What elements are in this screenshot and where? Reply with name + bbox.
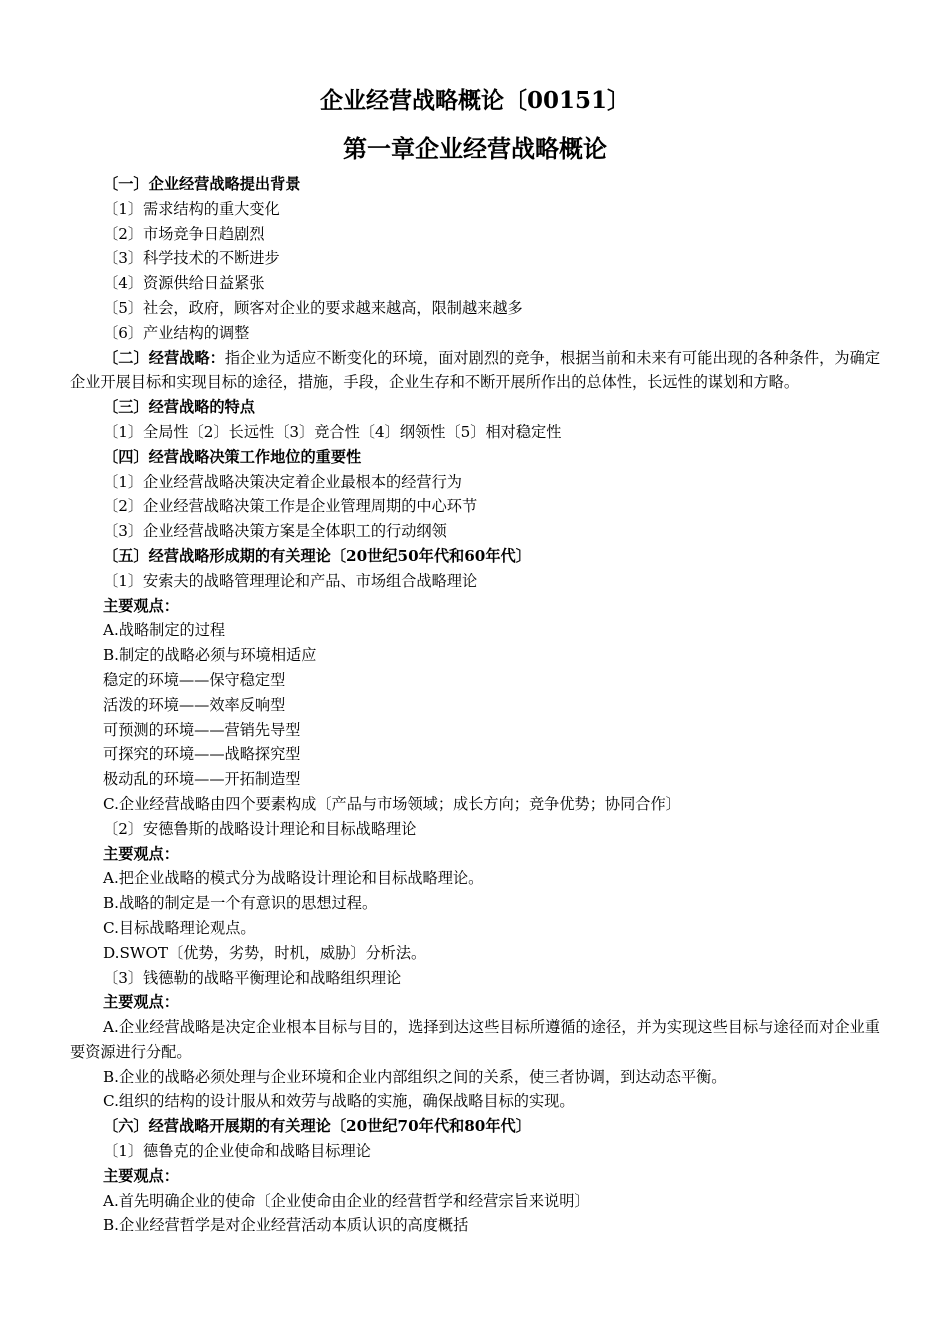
- paragraph: [70, 643, 880, 668]
- paragraph: [70, 941, 880, 966]
- paragraph-text: 〔1〕安索夫的战略管理理论和产品、市场组合战略理论: [103, 571, 478, 590]
- paragraph: [70, 966, 880, 991]
- paragraph: [70, 519, 880, 544]
- paragraph-text: C.目标战略理论观点。: [103, 918, 256, 937]
- paragraph-text: 〔2〕企业经营战略决策工作是企业管理周期的中心环节: [103, 497, 478, 516]
- section-heading: [70, 544, 880, 569]
- paragraph: [70, 1089, 880, 1114]
- paragraph: [70, 1139, 880, 1164]
- section-heading: [70, 172, 880, 197]
- paragraph-text: 〔2〕市场竞争日趋剧烈: [103, 224, 265, 243]
- paragraph: [70, 1213, 880, 1238]
- paragraph-text: 极动乱的环境——开拓制造型: [103, 770, 301, 789]
- paragraph-lead: 〔二〕经营战略：: [103, 348, 225, 367]
- paragraph-text: 〔1〕全局性〔2〕长远性〔3〕竞合性〔4〕纲领性〔5〕相对稳定性: [103, 422, 562, 441]
- paragraph: [70, 420, 880, 445]
- paragraph: [70, 618, 880, 643]
- document-title: 企业经营战略概论〔00151〕: [319, 87, 631, 114]
- paragraph-text: 〔1〕需求结构的重大变化: [103, 199, 280, 218]
- paragraph: [70, 1189, 880, 1214]
- paragraph-text: 〔3〕企业经营战略决策方案是全体职工的行动纲领: [103, 522, 447, 541]
- paragraph-text: 〔四〕经营战略决策工作地位的重要性: [103, 447, 362, 466]
- paragraph-text: 〔5〕社会，政府，顾客对企业的要求越来越高，限制越来越多: [103, 298, 523, 317]
- paragraph: [70, 693, 880, 718]
- paragraph-text: B.企业的战略必须处理与企业环境和企业内部组织之间的关系，使三者协调，到达动态平衡。: [103, 1067, 727, 1086]
- paragraph: [70, 494, 880, 519]
- paragraph-text: 〔1〕企业经营战略决策决定着企业最根本的经营行为: [103, 472, 462, 491]
- paragraph-text: 〔2〕安德鲁斯的战略设计理论和目标战略理论: [103, 819, 417, 838]
- section-heading: [70, 395, 880, 420]
- paragraph-text: A.把企业战略的模式分为战略设计理论和目标战略理论。: [103, 869, 484, 888]
- paragraph: [70, 817, 880, 842]
- paragraph-text: C.组织的结构的设计服从和效劳与战略的实施，确保战略目标的实现。: [103, 1092, 575, 1111]
- paragraph-text: 〔五〕经营战略形成期的有关理论〔20世纪50年代和60年代〕: [103, 546, 531, 565]
- section-heading: [70, 1114, 880, 1139]
- paragraph: [70, 792, 880, 817]
- paragraph-text: 主要观点：: [103, 596, 179, 615]
- paragraph-text: 〔一〕企业经营战略提出背景: [103, 175, 301, 193]
- paragraph-text: B.企业经营哲学是对企业经营活动本质认识的高度概括: [103, 1216, 469, 1235]
- document-body: [70, 172, 880, 1238]
- paragraph-text: 稳定的环境——保守稳定型: [103, 670, 286, 689]
- paragraph-text: B.战略的制定是一个有意识的思想过程。: [103, 894, 378, 913]
- paragraph: [70, 1015, 880, 1065]
- paragraph: [70, 668, 880, 693]
- chapter-title: 第一章企业经营战略概论: [343, 134, 607, 163]
- paragraph-text: 〔3〕科学技术的不断进步: [103, 249, 280, 268]
- paragraph: [70, 197, 880, 222]
- paragraph-text: 〔三〕经营战略的特点: [103, 398, 255, 417]
- paragraph-text: 活泼的环境——效率反响型: [103, 695, 286, 714]
- paragraph: [70, 916, 880, 941]
- paragraph: [70, 246, 880, 271]
- paragraph: [70, 866, 880, 891]
- paragraph: [70, 296, 880, 321]
- paragraph: [70, 346, 880, 396]
- paragraph: [70, 718, 880, 743]
- section-heading: [70, 594, 880, 619]
- section-heading: [70, 445, 880, 470]
- paragraph: [70, 742, 880, 767]
- paragraph-text: 〔6〕产业结构的调整: [103, 323, 250, 342]
- paragraph-text: D.SWOT〔优势，劣势，时机，威胁〕分析法。: [103, 943, 427, 962]
- section-heading: [70, 1164, 880, 1189]
- paragraph: [70, 321, 880, 346]
- paragraph: [70, 767, 880, 792]
- paragraph: [70, 1065, 880, 1090]
- paragraph-text: A.战略制定的过程: [103, 621, 226, 640]
- paragraph: [70, 891, 880, 916]
- paragraph-text: B.制定的战略必须与环境相适应: [103, 646, 317, 665]
- section-heading: [70, 990, 880, 1015]
- paragraph-text: A.首先明确企业的使命〔企业使命由企业的经营哲学和经营宗旨来说明〕: [103, 1191, 590, 1210]
- paragraph: [70, 222, 880, 247]
- paragraph-text: 〔六〕经营战略开展期的有关理论〔20世纪70年代和80年代〕: [103, 1117, 531, 1136]
- paragraph-text: 可探究的环境——战略探究型: [103, 745, 301, 764]
- paragraph-text: 主要观点：: [103, 1166, 179, 1185]
- paragraph-text: A.企业经营战略是决定企业根本目标与目的，选择到达这些目标所遵循的途径，并为实现这些目标与途径而对企业重要资源进行分配。: [70, 1018, 880, 1061]
- paragraph-text: 指企业为适应不断变化的环境，面对剧烈的竞争，根据当前和未来有可能出现的各种条件，为确定企业开展目标和实现目标的途径，措施，手段，企业生存和不断开展所作出的总体性，长远性的谋划和方略。: [70, 348, 881, 392]
- section-heading: [70, 842, 880, 867]
- paragraph-text: 可预测的环境——营销先导型: [103, 720, 301, 739]
- paragraph-text: 主要观点：: [103, 844, 179, 863]
- paragraph-text: 主要观点：: [103, 993, 179, 1012]
- paragraph: [70, 569, 880, 594]
- paragraph: [70, 271, 880, 296]
- paragraph: [70, 470, 880, 495]
- paragraph-text: C.企业经营战略由四个要素构成〔产品与市场领域；成长方向；竞争优势；协同合作〕: [103, 794, 681, 813]
- paragraph-text: 〔4〕资源供给日益紧张: [103, 274, 265, 293]
- paragraph-text: 〔1〕德鲁克的企业使命和战略目标理论: [103, 1142, 371, 1161]
- paragraph-text: 〔3〕钱德勒的战略平衡理论和战略组织理论: [103, 968, 402, 987]
